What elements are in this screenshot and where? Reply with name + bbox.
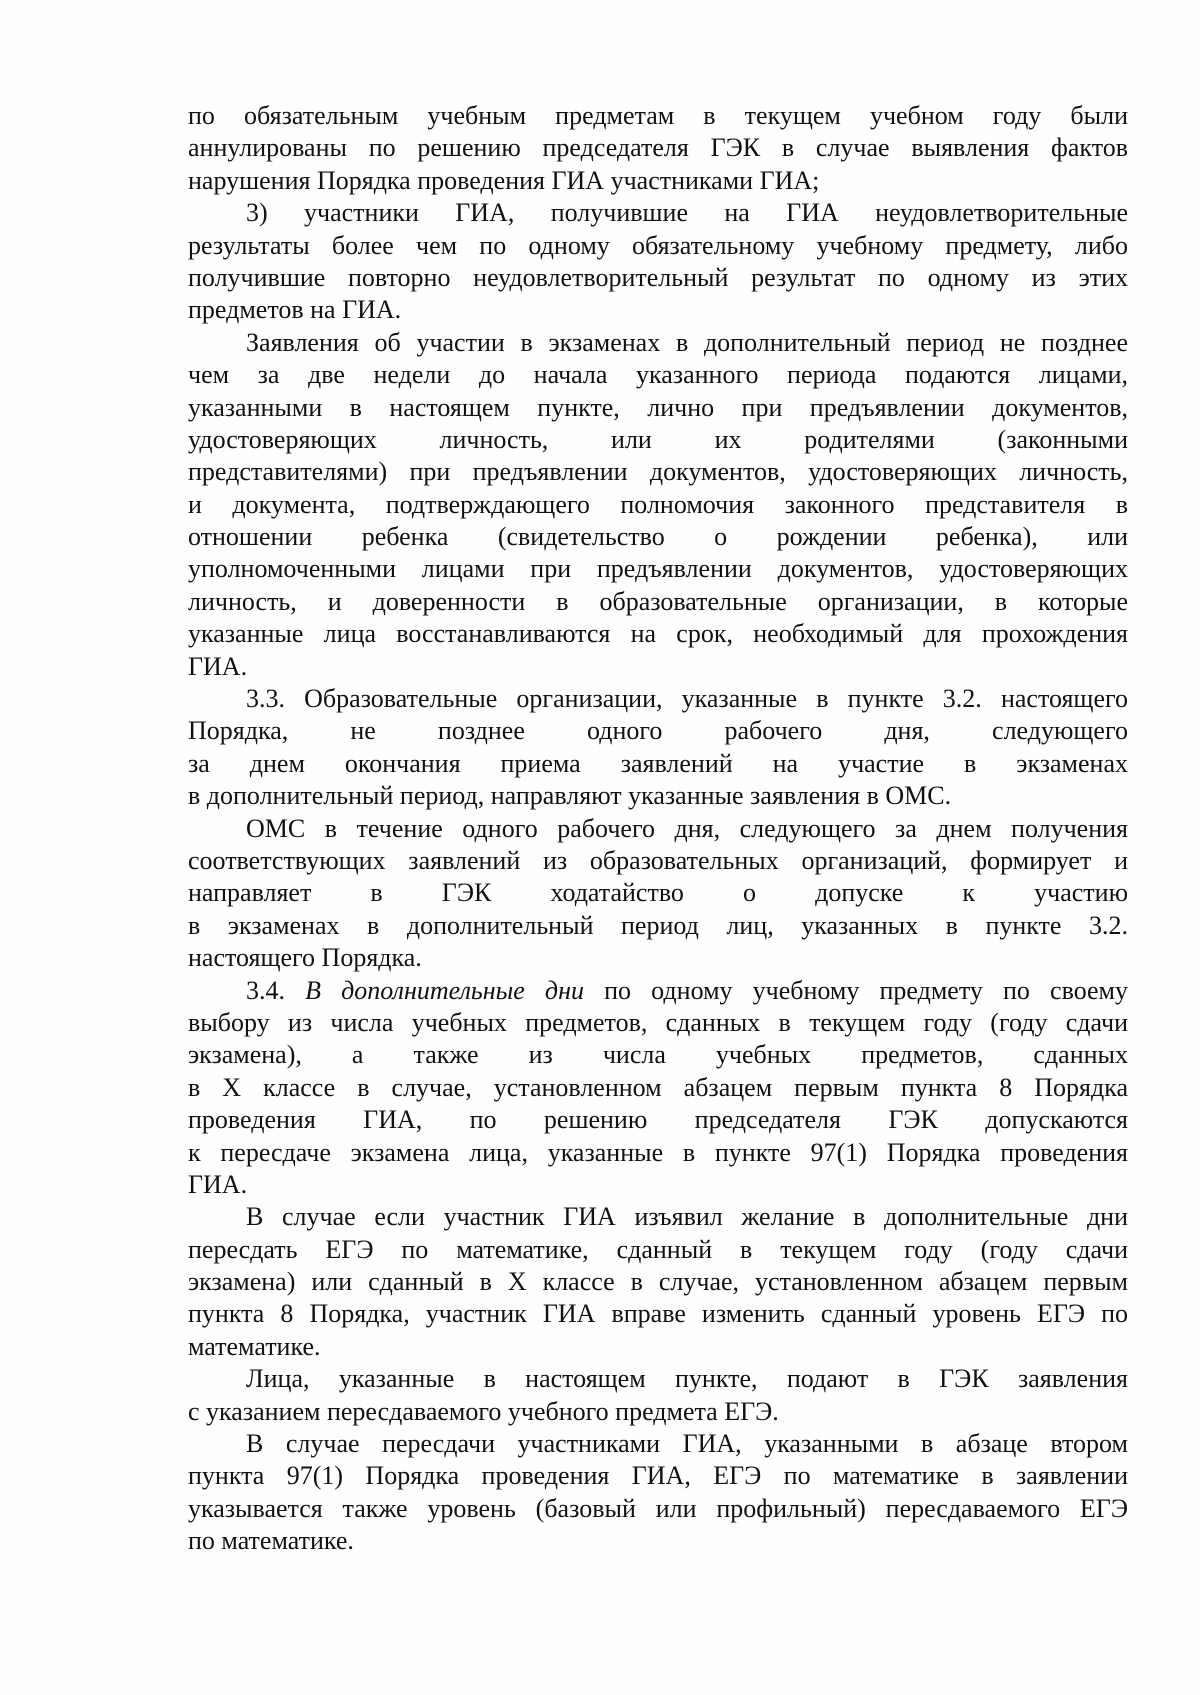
text-line: пункта 97(1) Порядка проведения ГИА, ЕГЭ по математике в заявлении <box>188 1461 1128 1491</box>
paragraph-math <box>188 1201 1128 1363</box>
text-line: представителями) при предъявлении документов, удостоверяющих личность, <box>188 457 1128 487</box>
text-line: удостоверяющих личность, или их родителями (законными <box>188 424 1128 454</box>
text-line: 3) участники ГИА, получившие на ГИА неудовлетворительные <box>246 198 1128 228</box>
paragraph-continuation <box>188 100 1128 197</box>
paragraph-3-3 <box>188 683 1128 813</box>
text-line: чем за две недели до начала указанного периода подаются лицами, <box>188 360 1128 390</box>
paragraph-item-3 <box>188 197 1128 327</box>
text-line: указанные лица восстанавливаются на срок, необходимый для прохождения <box>188 619 1128 649</box>
text-line: указанными в настоящем пункте, лично при предъявлении документов, <box>188 392 1128 422</box>
text-line: проведения ГИА, по решению председателя ГЭК допускаются <box>188 1105 1128 1135</box>
text-line: указывается также уровень (базовый или профильный) пересдаваемого ЕГЭ <box>188 1493 1128 1523</box>
text-line: в X классе в случае, установленном абзацем первым пункта 8 Порядка <box>188 1072 1128 1102</box>
text-line: уполномоченными лицами при предъявлении документов, удостоверяющих <box>188 554 1128 584</box>
text-line: результаты более чем по одному обязательному учебному предмету, либо <box>188 230 1128 260</box>
text-line-first <box>188 975 1128 1007</box>
text-line: математике. <box>188 1331 321 1361</box>
text-line: ОМС в течение одного рабочего дня, следующего за днем получения <box>246 813 1128 843</box>
text-line: экзамена), а также из числа учебных предметов, сданных <box>188 1040 1128 1070</box>
text-line: по обязательным учебным предметам в текущем учебном году были <box>188 101 1128 130</box>
text-line: пересдать ЕГЭ по математике, сданный в текущем году (году сдачи <box>188 1234 1128 1264</box>
text-line: Порядка, не позднее одного рабочего дня, следующего <box>188 716 1128 746</box>
text-line: соответствующих заявлений из образовательных организаций, формирует и <box>188 845 1128 875</box>
text-line: Заявления об участии в экзаменах в дополнительный период не позднее <box>246 327 1128 357</box>
paragraph-oms <box>188 813 1128 975</box>
text-line: направляет в ГЭК ходатайство о допуске к участию <box>188 878 1128 908</box>
text-line: к пересдаче экзамена лица, указанные в пункте 97(1) Порядка проведения <box>188 1137 1128 1167</box>
text-line: с указанием пересдаваемого учебного предмета ЕГЭ. <box>188 1396 779 1426</box>
paragraph-retake <box>188 1428 1128 1558</box>
text-line: Лица, указанные в настоящем пункте, подают в ГЭК заявления <box>246 1364 1128 1394</box>
text-fragment: по одному учебному предмету по своему <box>604 975 1128 1005</box>
text-line: за днем окончания приема заявлений на участие в экзаменах <box>188 748 1128 778</box>
text-line: получившие повторно неудовлетворительный результат по одному из этих <box>188 262 1128 292</box>
text-line: 3.3. Образовательные организации, указанные в пункте 3.2. настоящего <box>246 684 1128 714</box>
text-line: ГИА. <box>188 1169 248 1199</box>
text-line: аннулированы по решению председателя ГЭК в случае выявления фактов <box>188 133 1128 163</box>
text-line: настоящего Порядка. <box>188 943 422 973</box>
paragraph-persons <box>188 1363 1128 1428</box>
text-line: нарушения Порядка проведения ГИА участниками ГИА; <box>188 165 820 195</box>
text-line: выбору из числа учебных предметов, сданных в текущем году (году сдачи <box>188 1007 1128 1037</box>
italic-phrase: В дополнительные дни <box>305 975 584 1005</box>
text-line: ГИА. <box>188 651 248 681</box>
text-line: личность, и доверенности в образовательные организации, в которые <box>188 586 1128 616</box>
section-number: 3.4. <box>246 975 285 1005</box>
text-line: экзамена) или сданный в X классе в случае, установленном абзацем первым <box>188 1267 1128 1297</box>
paragraph-3-4 <box>188 975 1128 1202</box>
paragraph-applications <box>188 327 1128 683</box>
text-line: предметов на ГИА. <box>188 295 402 325</box>
text-line: отношении ребенка (свидетельство о рождении ребенка), или <box>188 522 1128 552</box>
text-line: в экзаменах в дополнительный период лиц, указанных в пункте 3.2. <box>188 910 1128 940</box>
text-line: пункта 8 Порядка, участник ГИА вправе изменить сданный уровень ЕГЭ по <box>188 1299 1128 1329</box>
text-line: В случае пересдачи участниками ГИА, указанными в абзаце втором <box>246 1429 1128 1459</box>
text-line: и документа, подтверждающего полномочия законного представителя в <box>188 489 1128 519</box>
text-line: по математике. <box>188 1526 354 1556</box>
document-body <box>188 100 1128 1558</box>
text-line: В случае если участник ГИА изъявил желание в дополнительные дни <box>246 1202 1128 1232</box>
text-line: в дополнительный период, направляют указанные заявления в ОМС. <box>188 781 952 811</box>
